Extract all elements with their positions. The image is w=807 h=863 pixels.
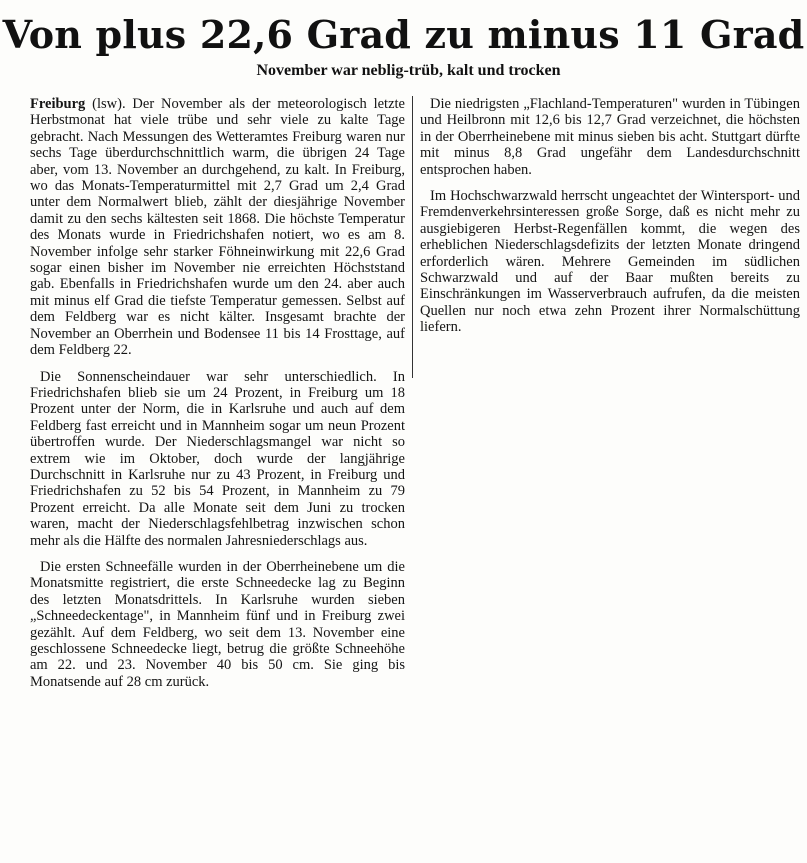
dateline: Freiburg [30, 96, 86, 112]
column-divider [412, 96, 413, 378]
subheadline: November war neblig-trüb, kalt und trocken [256, 62, 561, 79]
headline: Von plus 22,6 Grad zu minus 11 Grad [2, 12, 805, 57]
left-paragraph-2: Die Sonnenscheindauer war sehr unterschiedlich. In Friedrichshafen blieb sie um 24 Prozent, in Freiburg um 18 Prozent unter der Norm, die in Karlsruhe und auch auf dem Feldberg fast erreicht und in Mannheim sogar um neun Prozent übertroffen wurde. Der Niederschlagsmangel war nicht so extrem wie im Oktober, doch wurde der langjährige Durchschnitt in Karlsruhe nur zu 43 Prozent, in Freiburg und Friedrichshafen zu 52 bis 54 Prozent, in Mannheim zu 79 Prozent erreicht. Da alle Monate seit dem Juni zu trocken waren, macht der Niederschlagsfehlbetrag inzwischen schon mehr als die Hälfte des normalen Jahresniederschlags aus. [30, 368, 405, 549]
left-paragraph-1 [30, 96, 405, 359]
left-paragraph-3: Die ersten Schneefälle wurden in der Oberrheinebene um die Monatsmitte registriert, die erste Schneedecke lag zu Beginn des letzten Monatsdrittels. In Karlsruhe wurden sieben „Schneedeckentage", in Mannheim fünf und in Freiburg zwei gezählt. Auf dem Feldberg, wo seit dem 13. November eine geschlossene Schneedecke liegt, betrug die größte Schneehöhe am 22. und 23. November 40 bis 50 cm. Sie ging bis Monatsende auf 28 cm zurück. [30, 558, 405, 690]
right-paragraph-2: Im Hochschwarzwald herrscht ungeachtet der Wintersport- und Fremdenverkehrsinteressen große Sorge, daß es nicht mehr zu ausgiebigeren Herbst-Regenfällen kommt, die wegen des erheblichen Niederschlagsdefizits der letzten Monate dringend erforderlich wären. Mehrere Gemeinden im südlichen Schwarzwald und auf der Baar mußten bereits zu Einschränkungen im Wasserverbrauch aufrufen, da die meisten Quellen nur noch etwa zehn Prozent ihrer Normalschüttung liefern. [420, 188, 800, 336]
left-column [30, 96, 405, 856]
left-paragraph-1-text: (lsw). Der November als der meteorologisch letzte Herbstmonat hat viele trübe und sehr viele zu kalte Tage gebracht. Nach Messungen des Wetteramtes Freiburg waren nur sechs Tage überdurchschnittlich warm, die übrigen 24 Tage aber, vom 13. November an durchgehend, zu kalt. In Freiburg, wo das Monats-Temperaturmittel mit 2,7 Grad um 2,4 Grad unter dem Normalwert blieb, zählt der diesjährige November damit zu den sechs kältesten seit 1868. Die höchste Temperatur des Monats wurde in Friedrichshafen notiert, wo es am 8. November infolge sehr starker Föhneinwirkung mit 22,6 Grad sogar einen bisher im November nie erreichten Höchststand gab. Ebenfalls in Friedrichshafen wurde um den 24. aber auch mit minus elf Grad die tiefste Temperatur gemessen. Selbst auf dem Feldberg war es nicht kälter. Insgesamt brachte der November an Oberrhein und Bodensee 11 bis 14 Frosttage, auf dem Feldberg 22. [30, 96, 405, 359]
right-paragraph-1: Die niedrigsten „Flachland-Temperaturen" wurden in Tübingen und Heilbronn mit 12,6 bis 12,7 Grad verzeichnet, die höchsten in der Oberrheinebene mit minus sieben bis acht. Stuttgart dürfte mit minus 8,8 Grad ungefähr dem Landesdurchschnitt entsprochen haben. [420, 96, 800, 178]
right-column [420, 96, 800, 346]
